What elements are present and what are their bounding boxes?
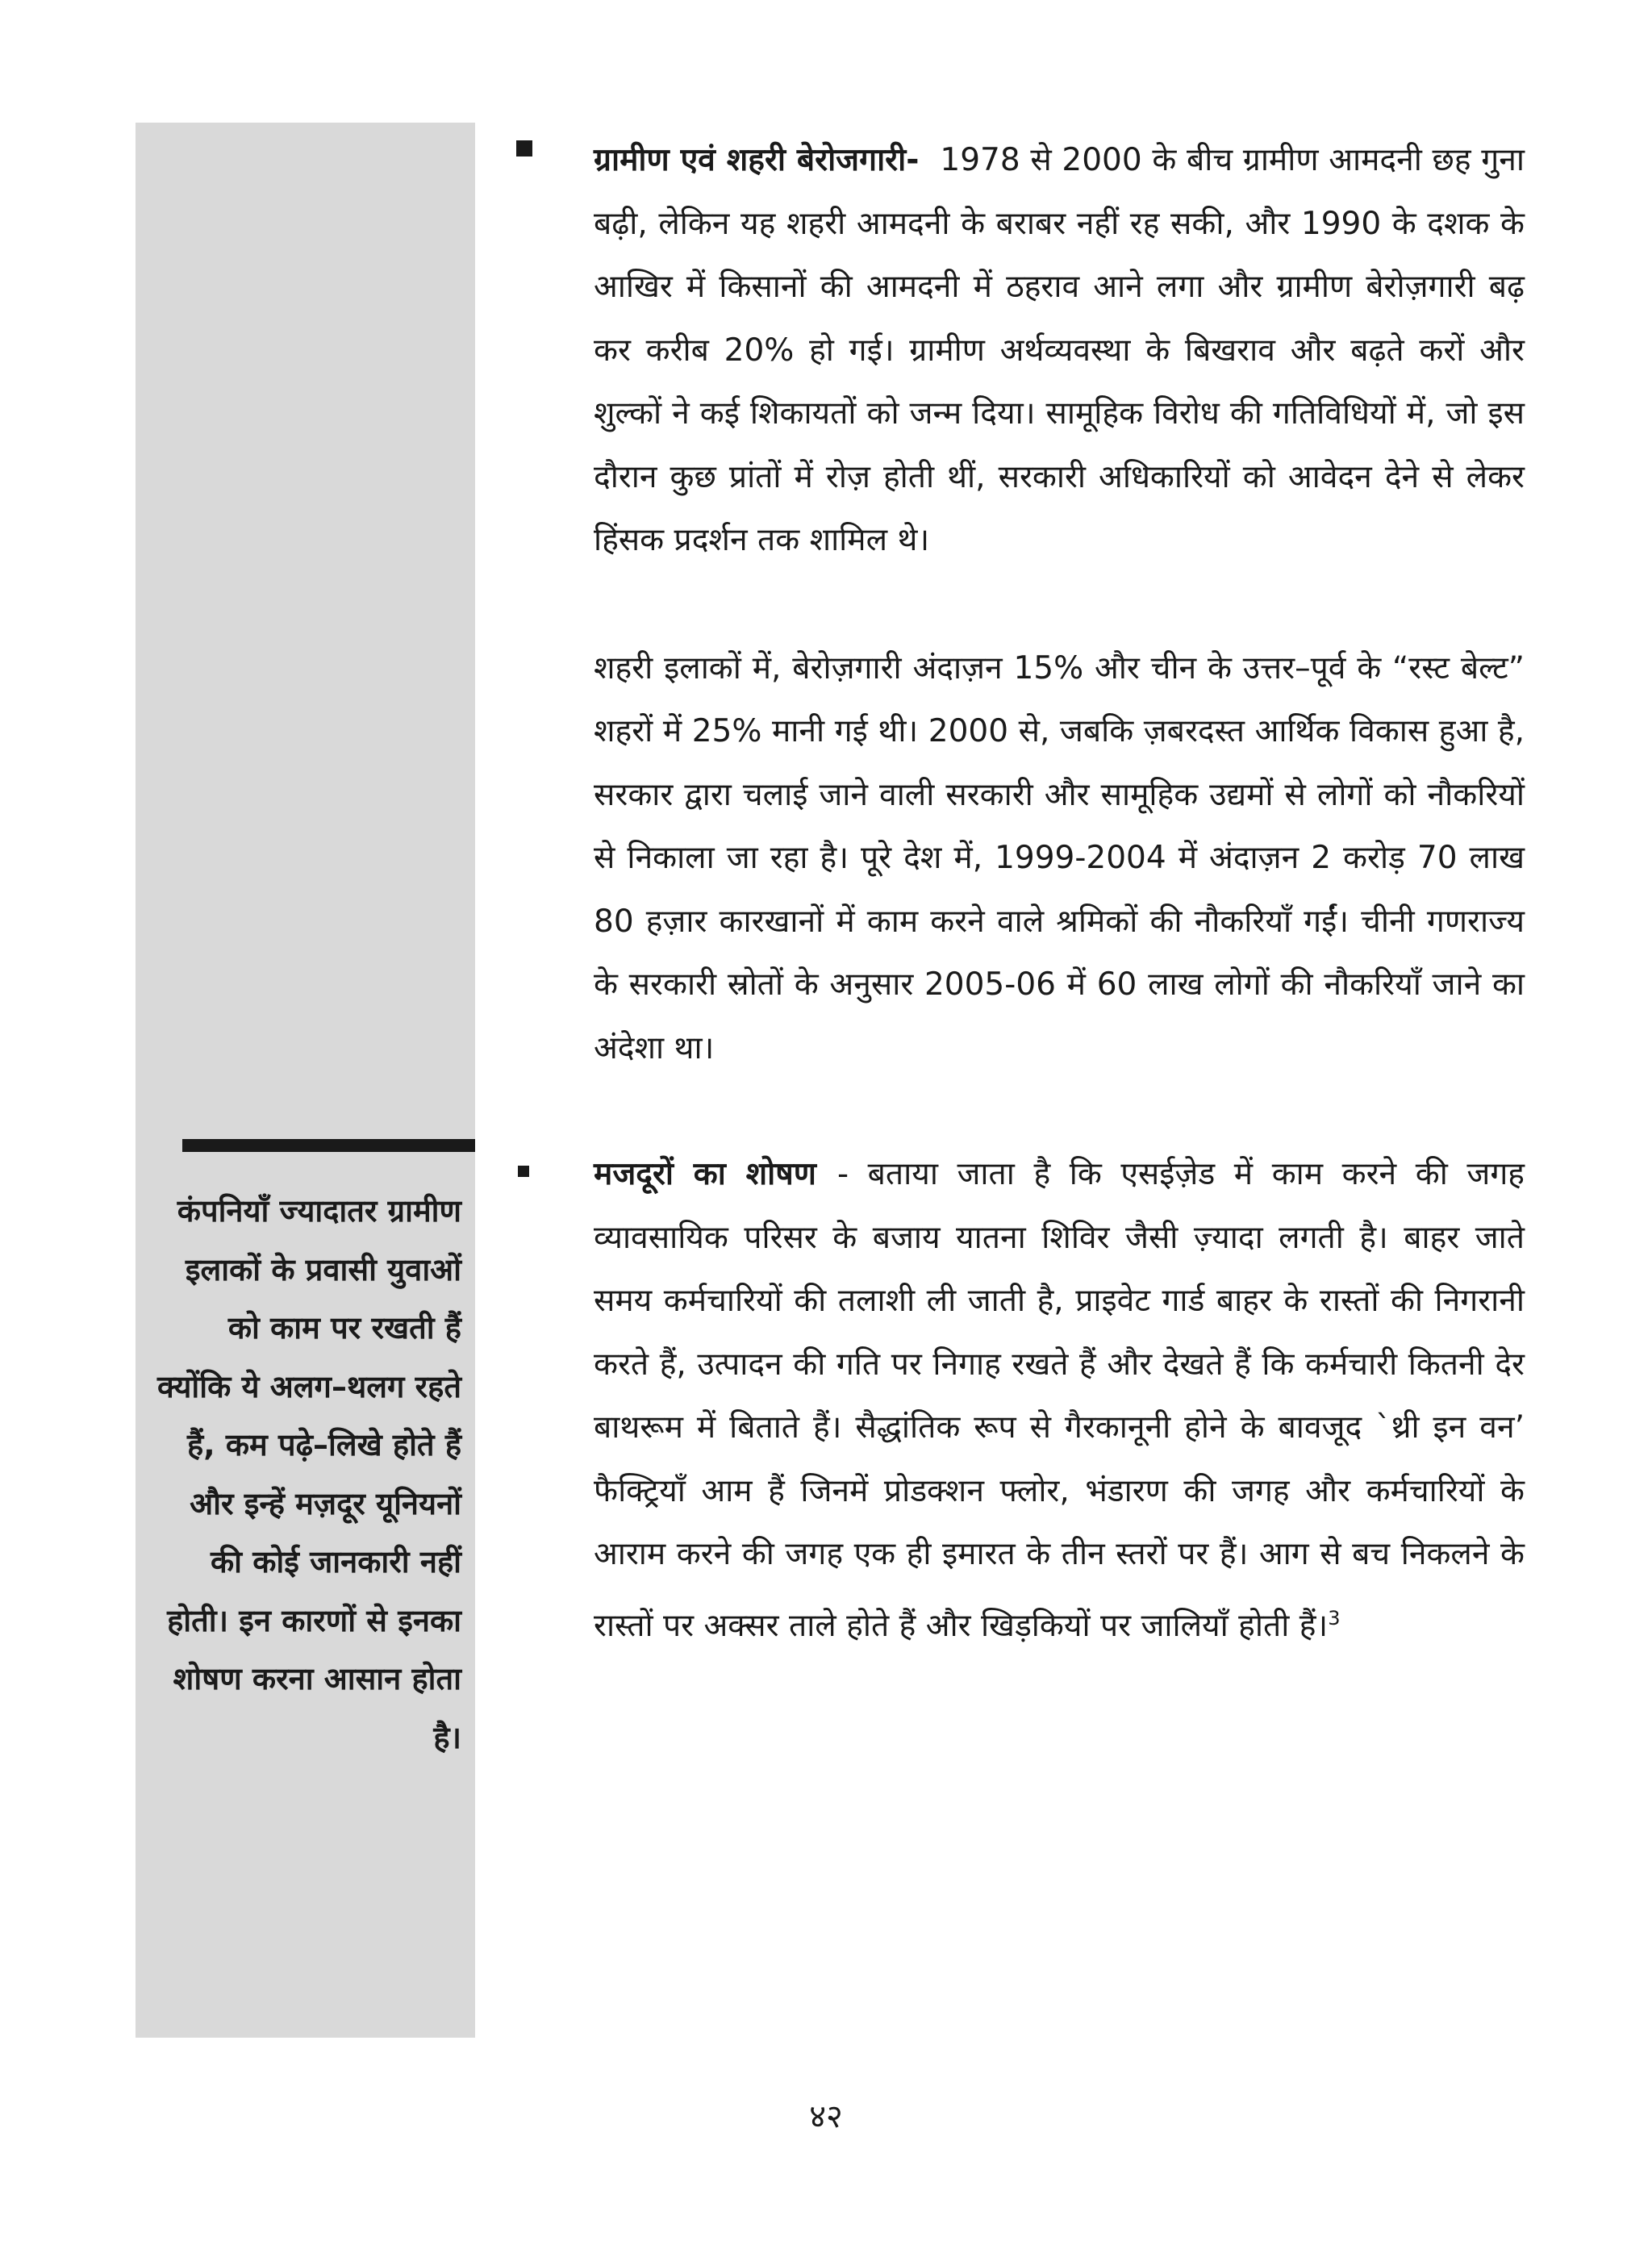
section-1-paragraph-2: शहरी इलाकों में, बेरोज़गारी अंदाज़न 15% और चीन के उत्तर–पूर्व के “रस्ट बेल्ट” शहरों में 25% मानी गई थी। 2000 से, जबकि ज़बरदस्त आर्थिक विकास हुआ है, सरकार द्वारा चलाई जाने वाली सरकारी और सामूहिक उद्यमों से लोगों को नौकरियों से निकाला जा रहा है। पूरे देश में, 1999-2004 में अंदाज़न 2 करोड़ 70 लाख 80 हज़ार कारखानों में काम करने वाले श्रमिकों की नौकरियाँ गईं। चीनी गणराज्य के सरकारी स्रोतों के अनुसार 2005-06 में 60 लाख लोगों की नौकरियाँ जाने का अंदेशा था। [594, 649, 1525, 1066]
main-column [516, 129, 1525, 1658]
section-2-text: - बताया जाता है कि एसईज़ेड में काम करने की जगह व्यावसायिक परिसर के बजाय यातना शिविर जैसी ज़्यादा लगती है। बाहर जाते समय कर्मचारियों की तलाशी ली जाती है, प्राइवेट गार्ड बाहर के रास्तों की निगरानी करते हैं, उत्पादन की गति पर निगाह रखते हैं और देखते हैं कि कर्मचारी कितनी देर बाथरूम में बिताते हैं। सैद्धांतिक रूप से गैरकानूनी होने के बावजूद `थ्री इन वन’ फैक्ट्रियाँ आम हैं जिनमें प्रोडक्शन फ्लोर, भंडारण की जगह और कर्मचारियों के आराम करने की जगह एक ही इमारत के तीन स्तरों पर हैं। आग से बच निकलने के रास्तों पर अक्सर ताले होते हैं और खिड़कियों पर जालियाँ होती हैं। [594, 1156, 1525, 1644]
page-number: ४२ [809, 2098, 843, 2135]
footnote-marker: 3 [1328, 1606, 1341, 1630]
section-labour-exploitation [516, 1143, 1525, 1658]
square-bullet-icon [516, 140, 532, 156]
section-rural-urban-unemployment [516, 129, 1525, 573]
square-bullet-icon [518, 1166, 529, 1177]
section-2-paragraph [594, 1143, 1525, 1658]
section-1-text: 1978 से 2000 के बीच ग्रामीण आमदनी छह गुना बढ़ी, लेकिन यह शहरी आमदनी के बराबर नहीं रह सकी, और 1990 के दशक के आखिर में किसानों की आमदनी में ठहराव आने लगा और ग्रामीण बेरोज़गारी बढ़ कर करीब 20% हो गई। ग्रामीण अर्थव्यवस्था के बिखराव और बढ़ते करों और शुल्कों ने कई शिकायतों को जन्म दिया। सामूहिक विरोध की गतिविधियों में, जो इस दौरान कुछ प्रांतों में रोज़ होती थीं, सरकारी अधिकारियों को आवेदन देने से लेकर हिंसक प्रदर्शन तक शामिल थे। [594, 142, 1525, 558]
section-1-paragraph [594, 129, 1525, 573]
section-2-heading: मजदूरों का शोषण [594, 1156, 816, 1192]
section-1-heading: ग्रामीण एवं शहरी बेरोजगारी- [594, 142, 920, 178]
pull-quote: कंपनियाँ ज्यादातर ग्रामीण इलाकों के प्रवासी युवाओं को काम पर रखती हैं क्योंकि ये अलग–थलग रहते हैं, कम पढ़े–लिखे होते हैं और इन्हें मज़दूर यूनियनों की कोई जानकारी नहीं होती। इन कारणों से इनका शोषण करना आसान होता है। [157, 1193, 461, 1755]
sidebar-divider [182, 1139, 475, 1152]
